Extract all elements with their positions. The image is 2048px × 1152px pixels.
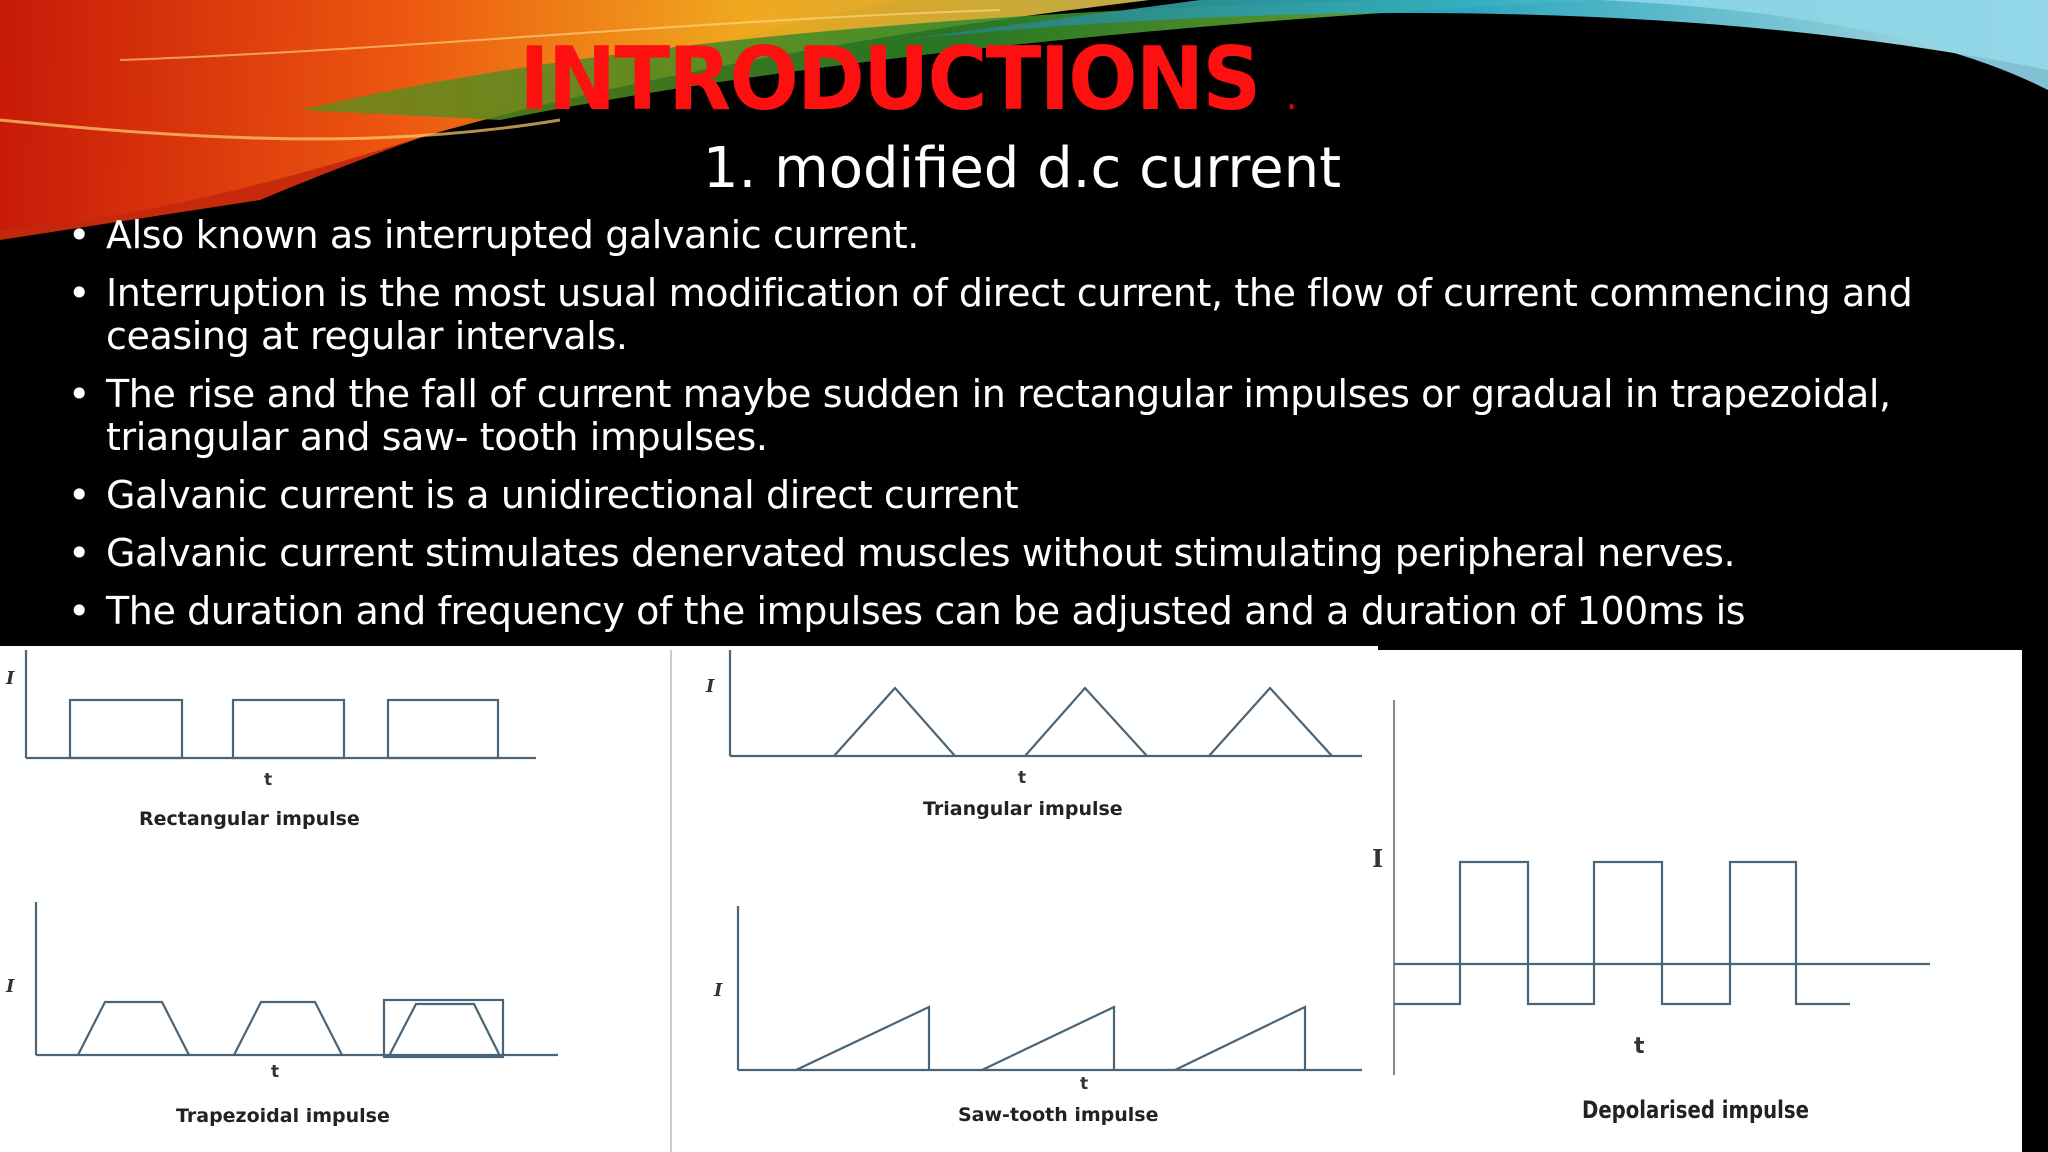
rectangular-x-label: t [264, 770, 273, 790]
bullet-item: • Galvanic current is a unidirectional direct current [68, 474, 1968, 517]
bullet-list [68, 214, 1968, 642]
sawtooth-y-label: I [714, 980, 723, 1001]
title-dot: . [1285, 74, 1296, 118]
rectangular-waveform [26, 650, 536, 758]
waveform-drawings [0, 650, 2022, 1152]
slide-subtitle: 1. modified d.c current [702, 136, 1342, 201]
triangular-waveform [730, 650, 1362, 756]
triangular-x-label: t [1018, 768, 1027, 788]
slide-title-text: INTRODUCTIONS [519, 28, 1260, 130]
triangular-caption: Triangular impulse [923, 798, 1123, 820]
rectangular-caption: Rectangular impulse [139, 808, 360, 830]
depolarised-waveform [1394, 862, 1930, 1004]
triangular-y-label: I [706, 676, 715, 697]
bullet-item: • The duration and frequency of the impulses can be adjusted and a duration of 100ms is [68, 590, 1968, 633]
sawtooth-waveform [738, 906, 1362, 1070]
bullet-item: • Interruption is the most usual modification of direct current, the flow of current commencing and ceasing at regular intervals. [68, 272, 1968, 358]
waveform-figure [0, 650, 2022, 1152]
trapezoidal-y-label: I [6, 976, 15, 997]
sawtooth-caption: Saw-tooth impulse [958, 1104, 1159, 1126]
trapezoidal-x-label: t [271, 1062, 280, 1082]
bullet-item: • The rise and the fall of current maybe sudden in rectangular impulses or gradual in trapezoidal, triangular and saw- tooth impulses. [68, 373, 1968, 459]
rectangular-y-label: I [6, 668, 15, 689]
trapezoidal-waveform [36, 902, 558, 1057]
depolarised-x-label: t [1634, 1034, 1645, 1059]
depolarised-y-label: I [1372, 844, 1384, 873]
trapezoidal-caption: Trapezoidal impulse [176, 1105, 390, 1127]
bullet-item: • Galvanic current stimulates denervated muscles without stimulating peripheral nerves. [68, 532, 1968, 575]
slide-title [0, 28, 1870, 130]
sawtooth-x-label: t [1080, 1074, 1089, 1094]
depolarised-caption: Depolarised impulse [1582, 1096, 1809, 1124]
bullet-item: • Also known as interrupted galvanic current. [68, 214, 1968, 257]
